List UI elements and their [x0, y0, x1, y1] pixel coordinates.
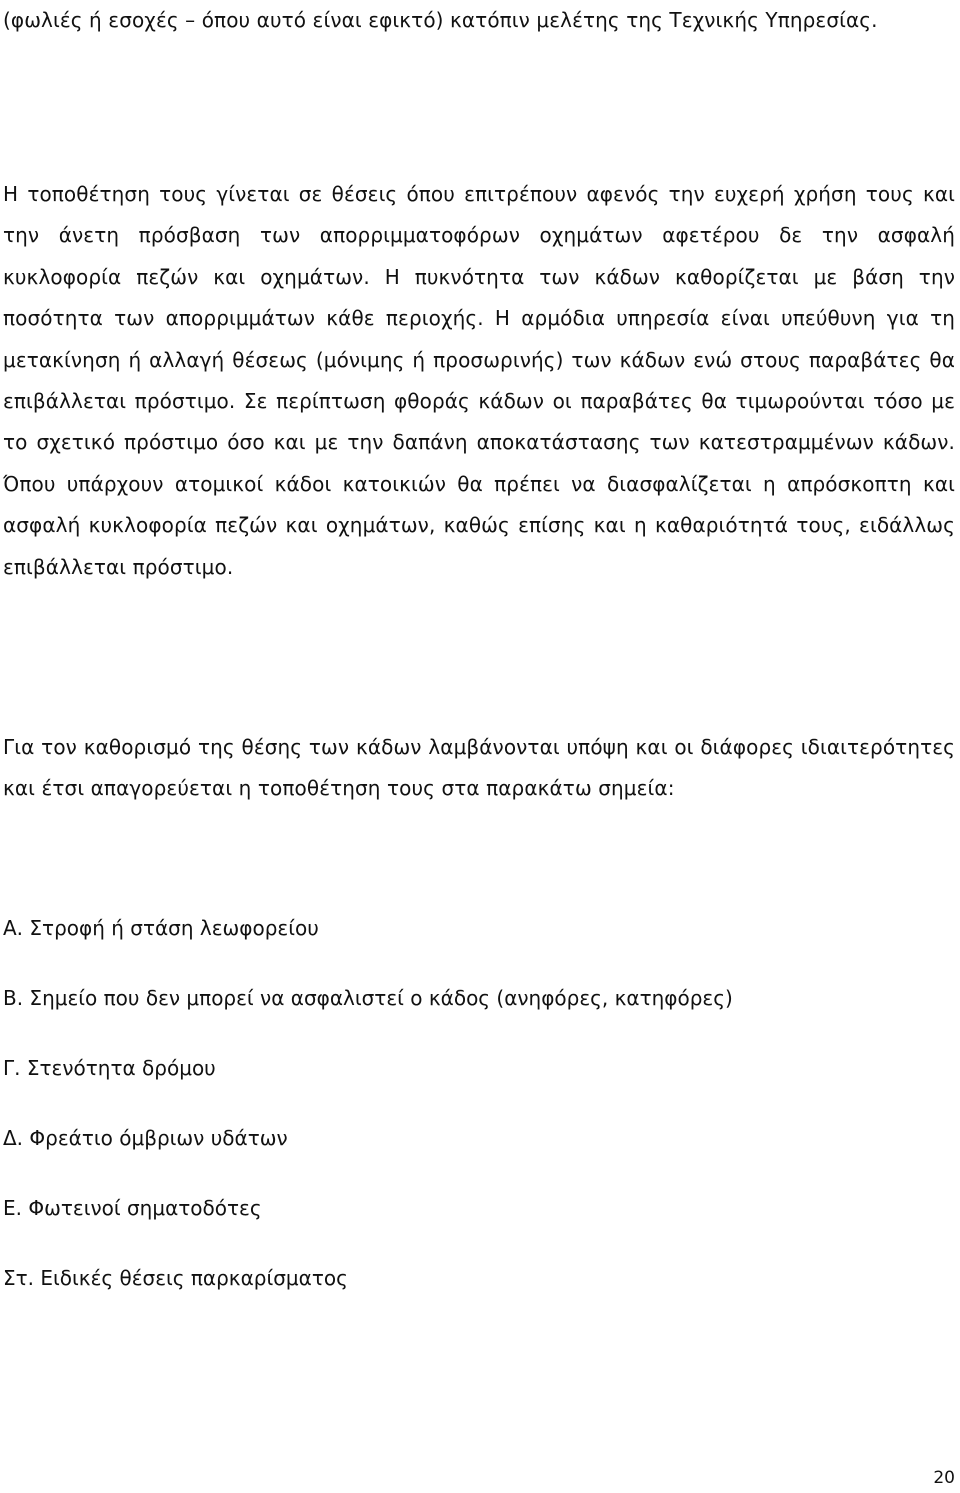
page-number: 20: [933, 1468, 955, 1488]
intro-paragraph: (φωλιές ή εσοχές – όπου αυτό είναι εφικτό) κατόπιν μελέτης της Τεχνικής Υπηρεσίας.: [3, 8, 878, 32]
bin-placement-paragraph: Η τοποθέτηση τους γίνεται σε θέσεις όπου επιτρέπουν αφενός την ευχερή χρήση τους και την άνετη πρόσβαση των απορριμματοφόρων οχημάτων αφετέρου δε την ασφαλή κυκλοφορία πεζών και οχημάτων. Η πυκνότητα των κάδων καθορίζεται με βάση την ποσότητα των απορριμμάτων κάθε περιοχής. Η αρμόδια υπηρεσία είναι υπεύθυνη για τη μετακίνηση ή αλλαγή θέσεως (μόνιμης ή προσωρινής) των κάδων ενώ στους παραβάτες θα επιβάλλεται πρόστιμο. Σε περίπτωση φθοράς κάδων οι παραβάτες θα τιμωρούνται τόσο με το σχετικό πρόστιμο όσο και με την δαπάνη αποκατάστασης των κατεστραμμένων κάδων. Όπου υπάρχουν ατομικοί κάδοι κατοικιών θα πρέπει να διασφαλίζεται η απρόσκοπτη και ασφαλή κυκλοφορία πεζών και οχημάτων, καθώς επίσης και η καθαριότητά τους, ειδάλλως επιβάλλεται πρόστιμο.: [3, 182, 955, 579]
list-item: Β. Σημείο που δεν μπορεί να ασφαλιστεί ο κάδος (ανηφόρες, κατηφόρες): [3, 986, 733, 1010]
list-item: Ε. Φωτεινοί σηματοδότες: [3, 1196, 262, 1220]
list-item: Α. Στροφή ή στάση λεωφορείου: [3, 916, 319, 940]
list-item: Δ. Φρεάτιο όμβριων υδάτων: [3, 1126, 288, 1150]
placement-criteria-paragraph: Για τον καθορισμό της θέσης των κάδων λαμβάνονται υπόψη και οι διάφορες ιδιαιτερότητες και έτσι απαγορεύεται η τοποθέτηση τους στα παρακάτω σημεία:: [3, 735, 955, 801]
list-item: Στ. Ειδικές θέσεις παρκαρίσματος: [3, 1266, 348, 1290]
list-item: Γ. Στενότητα δρόμου: [3, 1056, 216, 1080]
